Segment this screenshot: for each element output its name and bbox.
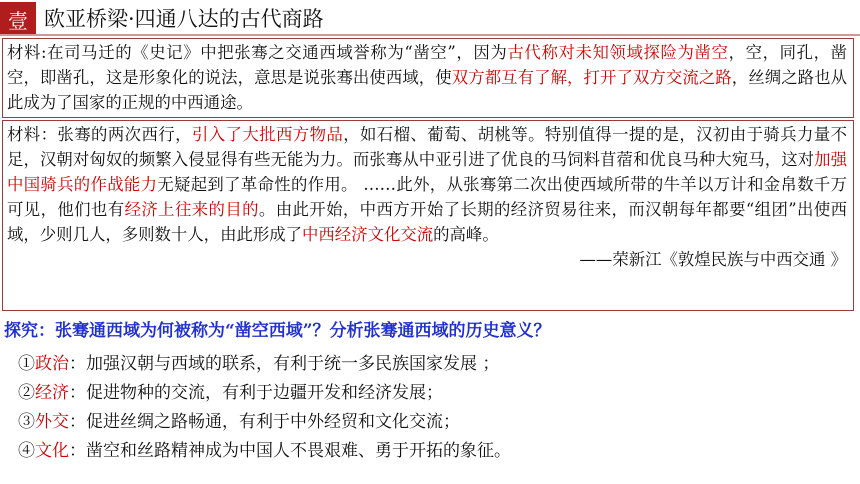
answer-text: ：凿空和丝路精神成为中国人不畏艰难、勇于开拓的象征。 [69, 441, 511, 461]
material2-text: 无疑起到了革命性的作用。 ……此外，从张骞第二次出使西域所带的牛羊以万计和金帛数千万可见，他们也有 [7, 175, 848, 219]
answer-item-diplomacy [18, 408, 511, 437]
material2-text: ，如石榴、葡萄、胡桃等。特别值得一提的是，汉初由于骑兵力量不足，汉朝对匈奴的频繁入侵显得有些无能为力。而张骞从中亚引进了优良的马饲料苜蓿和优良马种大宛马，这对 [7, 125, 848, 169]
answer-tag: 政治 [35, 354, 69, 374]
answer-number: ① [18, 354, 35, 374]
material1-text: ，空，同孔，凿空，即凿孔，这是形象化的说法，意思是说张骞出使西域，使 [7, 43, 848, 87]
answer-text: ：加强汉朝与西域的联系，有利于统一多民族国家发展 ； [69, 354, 500, 374]
answer-text: ：促进物种的交流，有利于边疆开发和经济发展； [69, 383, 443, 403]
answer-tag: 文化 [35, 441, 69, 461]
material2-highlight: 经济上往来的目的 [124, 200, 259, 219]
source-citation: ——荣新江《敦煌民族与中西交通 》 [579, 250, 847, 269]
title-bar [0, 0, 860, 36]
answer-list [18, 350, 511, 466]
material1-text: ，丝绸之路也从此成为了国家的正规的中西通途。 [7, 68, 848, 112]
material-box-1 [2, 38, 854, 118]
title-underline [0, 34, 860, 36]
material2-text: 的高峰。 [433, 225, 499, 244]
material2-text: 材料：张骞的两次西行， [7, 125, 192, 144]
material2-highlight: 引入了大批西方物品 [191, 125, 344, 144]
answer-text: ：促进丝绸之路畅通，有利于中外经贸和文化交流； [69, 412, 460, 432]
answer-number: ③ [18, 412, 35, 432]
answer-item-culture [18, 437, 511, 466]
material2-highlight: 加强中国骑兵的作战能力 [7, 150, 848, 194]
answer-number: ② [18, 383, 35, 403]
answer-number: ④ [18, 441, 35, 461]
material2-highlight: 中西经济文化交流 [302, 225, 434, 244]
answer-item-economy [18, 379, 511, 408]
material1-highlight: 古代称对未知领域探险为凿空 [507, 43, 729, 62]
material2-text: 。由此开始，中西方开始了长期的经济贸易往来，而汉朝每年都要“组团”出使西域，少则几人，多则数十人，由此形成了 [7, 200, 848, 244]
material2-paragraph [7, 122, 847, 247]
material1-highlight: 双方都互有了解，打开了双方交流之路 [451, 68, 732, 87]
material1-text: 材料:在司马迁的《史记》中把张骞之交通西域誉称为“凿空”，因为 [7, 43, 508, 62]
inquiry-question: 探究：张骞通西域为何被称为“凿空西域”？分析张骞通西域的历史意义？ [4, 321, 551, 341]
material-box-2 [2, 120, 854, 311]
answer-item-politics [18, 350, 511, 379]
answer-tag: 外交 [35, 412, 69, 432]
page-title: 欧亚桥梁·四通八达的古代商路 [44, 7, 324, 31]
section-badge: 壹 [0, 2, 36, 36]
answer-tag: 经济 [35, 383, 69, 403]
